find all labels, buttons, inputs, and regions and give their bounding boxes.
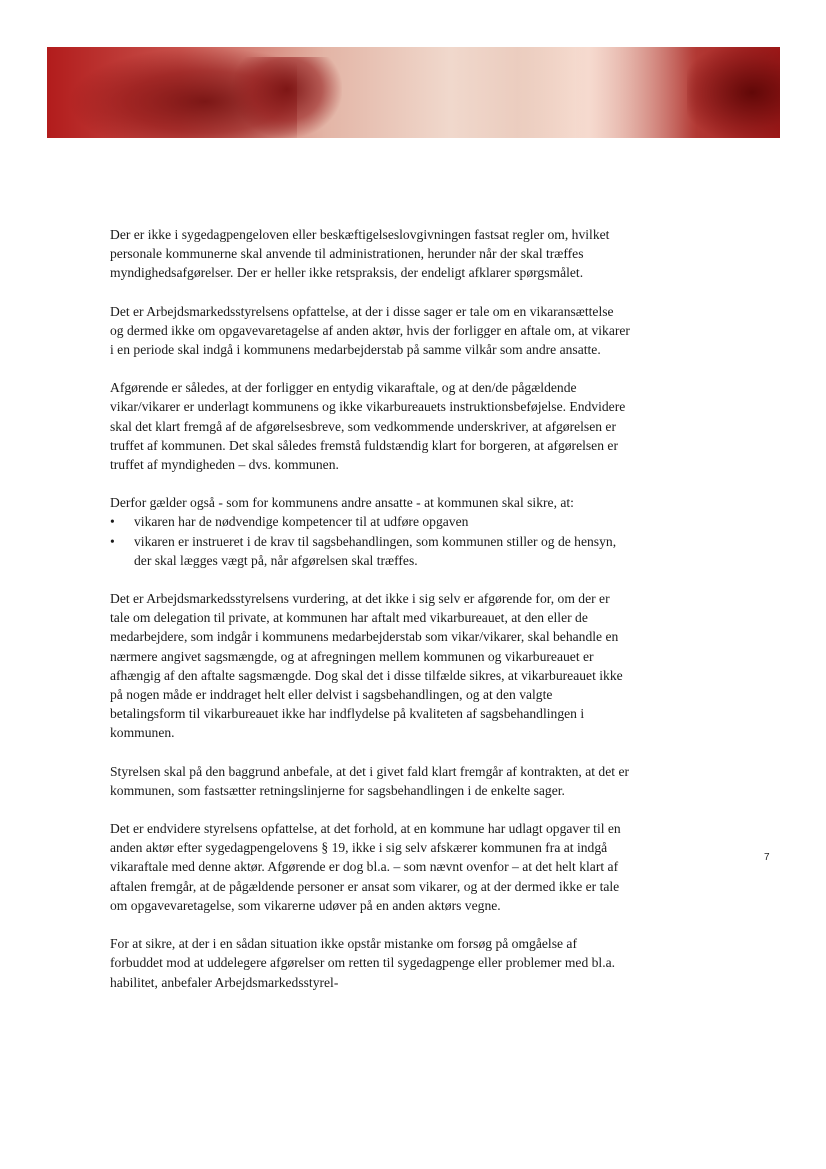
body-text xyxy=(110,225,630,1011)
paragraph: Det er Arbejdsmarkedsstyrelsens vurdering, at det ikke i sig selv er afgørende for, om der er tale om delegation til private, at kommunen har aftalt med vikarbureauet, at den eller de medarbejdere, som indgår i kommunens medarbejderstab som vikar/vikarer, skal behandle en nærmere angivet sagsmængde, og at afregningen mellem kommunen og vikarbureauet er afhængig af den aftalte sagsmængde. Dog skal det i disse tilfælde sikres, at vikarbureauet ikke på nogen måde er inddraget helt eller delvist i sagsbehandlingen, og at den valgte betalingsform til vikarbureauet ikke har indflydelse på kvaliteten af sagsbehandlingen i kommunen. xyxy=(110,591,623,741)
bullet-list xyxy=(110,512,630,570)
paragraph: Afgørende er således, at der forligger en entydig vikaraftale, og at den/de pågældende vikar/vikarer er underlagt kommunens og ikke vikarbureauets instruktionsbeføjelse. Endvidere skal det klart fremgå af de afgørelsesbreve, som vedkommende underskriver, at afgørelsen er truffet af kommunen. Det skal således fremstå fuldstændig klart for borgeren, at afgørelsen er truffet af myndigheden – dvs. kommunen. xyxy=(110,380,626,473)
paragraph: Styrelsen skal på den baggrund anbefale, at det i givet fald klart fremgår af kontrakten, at det er kommunen, som fastsætter retningslinjerne for sagsbehandlingen i de enkelte sager. xyxy=(110,763,629,798)
paragraph: Det er endvidere styrelsens opfattelse, at det forhold, at en kommune har udlagt opgaver til en anden aktør efter sygedagpengelovens § 19, ikke i sig selv afskærer kommunen fra at indgå vikaraftale med denne aktør. Afgørende er dog bl.a. – som nævnt ovenfor – at det helt klart af aftalen fremgår, at de pågældende personer er ansat som vikarer, og at der dermed ikke er tale om opgavevaretagelse, som vikarerne udøver på en anden aktørs vegne. xyxy=(110,821,621,913)
header-banner-photo xyxy=(47,47,780,138)
paragraph: Det er Arbejdsmarkedsstyrelsens opfattelse, at der i disse sager er tale om en vikaransættelse og dermed ikke om opgavevaretagelse af anden aktør, hvis der forligger en aftale om, at vikarer i en periode skal indgå i kommunens medarbejderstab på samme vilkår som andre ansatte. xyxy=(110,303,630,358)
bullet-item: • vikaren er instrueret i de krav til sagsbehandlingen, som kommunen stiller og de hensyn, der skal lægges vægt på, når afgørelsen skal træffes. xyxy=(110,532,630,570)
banner-light-area xyxy=(517,47,697,138)
paragraph: Derfor gælder også - som for kommunens andre ansatte - at kommunen skal sikre, at: xyxy=(110,495,574,511)
bullet-item: • vikaren har de nødvendige kompetencer til at udføre opgaven xyxy=(110,512,630,531)
banner-dark-corner xyxy=(687,47,780,138)
paragraph: For at sikre, at der i en sådan situation ikke opstår mistanke om forsøg på omgåelse af forbuddet mod at uddelegere afgørelser om retten til sygedagpenge eller problemer med bl.a. habilitet, anbefaler Arbejdsmarkedsstyrel- xyxy=(110,936,616,990)
paragraph: Der er ikke i sygedagpengeloven eller beskæftigelseslovgivningen fastsat regler om, hvilket personale kommunerne skal anvende til administrationen, herunder når der skal træffes myndighedsafgørelser. Der er heller ikke retspraksis, der endeligt afklarer spørgsmålet. xyxy=(110,227,610,281)
page-number: 7 xyxy=(764,852,770,863)
banner-figure-head xyxy=(232,57,342,138)
